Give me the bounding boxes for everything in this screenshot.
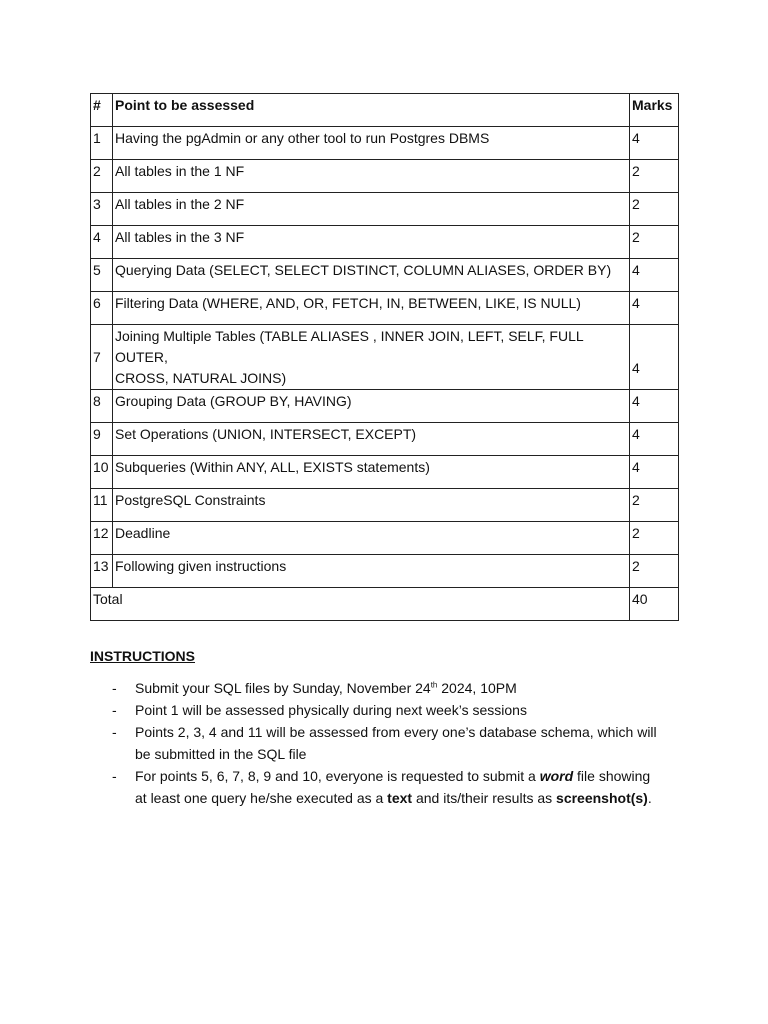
table-row [91, 127, 679, 160]
row-marks: 4 [630, 456, 679, 489]
row-number: 1 [91, 127, 113, 160]
row-point: Deadline [113, 522, 630, 555]
row-point [113, 325, 630, 390]
row-number: 2 [91, 160, 113, 193]
row-number: 13 [91, 555, 113, 588]
instruction-text: . [647, 790, 652, 806]
bullet-dash: - [112, 702, 117, 718]
table-row [91, 226, 679, 259]
row-marks: 4 [630, 292, 679, 325]
row-point: Subqueries (Within ANY, ALL, EXISTS statements) [113, 456, 630, 489]
instructions-heading: INSTRUCTIONS [90, 648, 195, 664]
row-point: Following given instructions [113, 555, 630, 588]
instruction-text: at least one query he/she executed as a [135, 790, 388, 806]
assessment-table [90, 93, 679, 621]
row-point: All tables in the 1 NF [113, 160, 630, 193]
emphasis-screenshot: screenshot(s) [556, 790, 648, 806]
row-number: 4 [91, 226, 113, 259]
row-number: 5 [91, 259, 113, 292]
row-marks: 4 [630, 325, 679, 390]
header-marks: Marks [630, 94, 679, 127]
row-marks: 2 [630, 522, 679, 555]
row-number: 7 [91, 325, 113, 390]
instruction-item [90, 677, 680, 699]
instruction-text: Point 1 will be assessed physically during next week’s sessions [135, 702, 527, 718]
row-number: 8 [91, 390, 113, 423]
instruction-text: file showing [573, 768, 651, 784]
row-point-line: Joining Multiple Tables (TABLE ALIASES , INNER JOIN, LEFT, SELF, FULL OUTER, [115, 328, 584, 365]
instruction-text: be submitted in the SQL file [135, 746, 307, 762]
row-marks: 2 [630, 193, 679, 226]
row-point: Grouping Data (GROUP BY, HAVING) [113, 390, 630, 423]
bullet-dash: - [112, 724, 117, 740]
row-point: Querying Data (SELECT, SELECT DISTINCT, COLUMN ALIASES, ORDER BY) [113, 259, 630, 292]
table-row [91, 325, 679, 390]
table-row [91, 390, 679, 423]
header-number: # [91, 94, 113, 127]
instruction-text: Submit your SQL files by Sunday, November 24 [135, 680, 431, 696]
row-point: Filtering Data (WHERE, AND, OR, FETCH, IN, BETWEEN, LIKE, IS NULL) [113, 292, 630, 325]
row-number: 3 [91, 193, 113, 226]
row-point: Set Operations (UNION, INTERSECT, EXCEPT) [113, 423, 630, 456]
instruction-item [90, 721, 680, 765]
header-point: Point to be assessed [113, 94, 630, 127]
instruction-text: and its/their results as [412, 790, 557, 806]
row-marks: 4 [630, 259, 679, 292]
instruction-text: Points 2, 3, 4 and 11 will be assessed from every one’s database schema, which will [135, 724, 657, 740]
total-marks: 40 [630, 588, 679, 621]
row-number: 10 [91, 456, 113, 489]
table-row [91, 456, 679, 489]
instruction-text: 2024, 10PM [437, 680, 517, 696]
row-number: 12 [91, 522, 113, 555]
instruction-text: For points 5, 6, 7, 8, 9 and 10, everyone is requested to submit a [135, 768, 540, 784]
table-row [91, 522, 679, 555]
emphasis-word: word [539, 768, 574, 784]
row-point: Having the pgAdmin or any other tool to run Postgres DBMS [113, 127, 630, 160]
instruction-item [90, 765, 680, 809]
table-row [91, 292, 679, 325]
row-marks: 2 [630, 226, 679, 259]
row-number: 9 [91, 423, 113, 456]
table-row [91, 193, 679, 226]
total-row [91, 588, 679, 621]
row-number: 11 [91, 489, 113, 522]
row-point: All tables in the 3 NF [113, 226, 630, 259]
bullet-dash: - [112, 768, 117, 784]
table-row [91, 259, 679, 292]
row-point: PostgreSQL Constraints [113, 489, 630, 522]
row-marks: 2 [630, 489, 679, 522]
instructions-list [90, 677, 680, 809]
table-header-row [91, 94, 679, 127]
instruction-item [90, 699, 680, 721]
instructions-section [90, 646, 680, 809]
total-label: Total [91, 588, 630, 621]
row-marks: 2 [630, 160, 679, 193]
table-row [91, 489, 679, 522]
table-row [91, 555, 679, 588]
row-point: All tables in the 2 NF [113, 193, 630, 226]
ordinal-suffix: th [430, 680, 438, 690]
row-marks: 2 [630, 555, 679, 588]
table-row [91, 423, 679, 456]
row-point-line: CROSS, NATURAL JOINS) [115, 370, 287, 386]
row-marks: 4 [630, 127, 679, 160]
row-marks: 4 [630, 390, 679, 423]
table-row [91, 160, 679, 193]
row-number: 6 [91, 292, 113, 325]
bullet-dash: - [112, 680, 117, 696]
row-marks: 4 [630, 423, 679, 456]
emphasis-text: text [387, 790, 413, 806]
